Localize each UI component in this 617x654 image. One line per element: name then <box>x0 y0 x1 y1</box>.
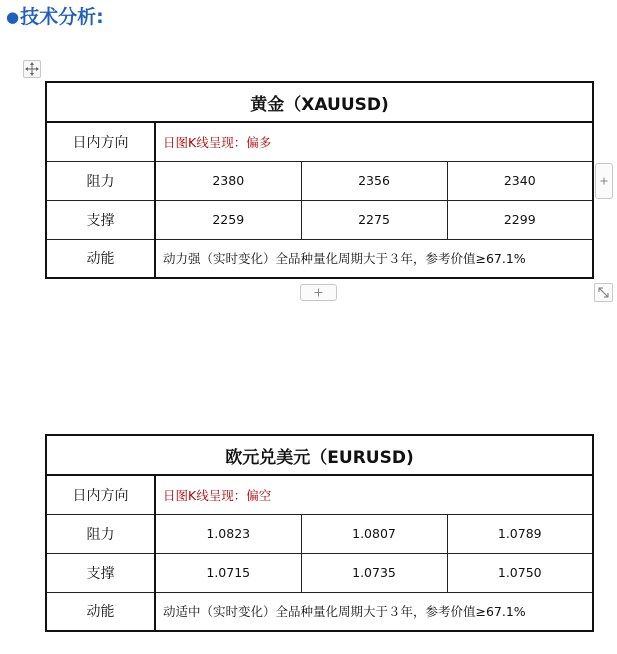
support-label: 支撑 <box>46 200 155 239</box>
resistance-value: 1.0807 <box>301 514 447 553</box>
table-resize-handle[interactable] <box>594 283 613 302</box>
support-value: 1.0735 <box>301 553 447 592</box>
support-value: 2259 <box>155 200 301 239</box>
table-title: 黄金（XAUUSD) <box>46 82 593 122</box>
section-heading-text: 技术分析: <box>20 6 104 28</box>
bullet-icon: ● <box>6 8 20 26</box>
momentum-value: 动适中（实时变化）全品种量化周期大于３年，参考价值≥67.1% <box>155 592 593 631</box>
table-title: 欧元兑美元（EURUSD) <box>46 435 593 475</box>
table-move-handle[interactable] <box>23 60 41 78</box>
resistance-value: 1.0789 <box>447 514 593 553</box>
direction-label: 日内方向 <box>46 122 155 161</box>
support-value: 2275 <box>301 200 447 239</box>
gold-table <box>45 81 594 279</box>
move-icon <box>24 61 40 77</box>
momentum-label: 动能 <box>46 592 155 631</box>
resistance-value: 2356 <box>301 161 447 200</box>
support-value: 2299 <box>447 200 593 239</box>
add-row-button[interactable] <box>300 284 337 301</box>
momentum-label: 动能 <box>46 239 155 278</box>
add-column-button[interactable] <box>595 163 613 199</box>
momentum-value: 动力强（实时变化）全品种量化周期大于３年，参考价值≥67.1% <box>155 239 593 278</box>
plus-icon <box>596 164 612 198</box>
support-value: 1.0750 <box>447 553 593 592</box>
direction-value: 日图K线呈现：偏多 <box>155 122 593 161</box>
section-heading <box>6 4 104 30</box>
support-label: 支撑 <box>46 553 155 592</box>
resistance-label: 阻力 <box>46 514 155 553</box>
resistance-value: 1.0823 <box>155 514 301 553</box>
resistance-label: 阻力 <box>46 161 155 200</box>
resize-icon <box>595 284 612 301</box>
resistance-value: 2340 <box>447 161 593 200</box>
eurusd-table <box>45 434 594 632</box>
resistance-value: 2380 <box>155 161 301 200</box>
direction-label: 日内方向 <box>46 475 155 514</box>
direction-value: 日图K线呈现：偏空 <box>155 475 593 514</box>
plus-icon <box>301 285 336 300</box>
support-value: 1.0715 <box>155 553 301 592</box>
